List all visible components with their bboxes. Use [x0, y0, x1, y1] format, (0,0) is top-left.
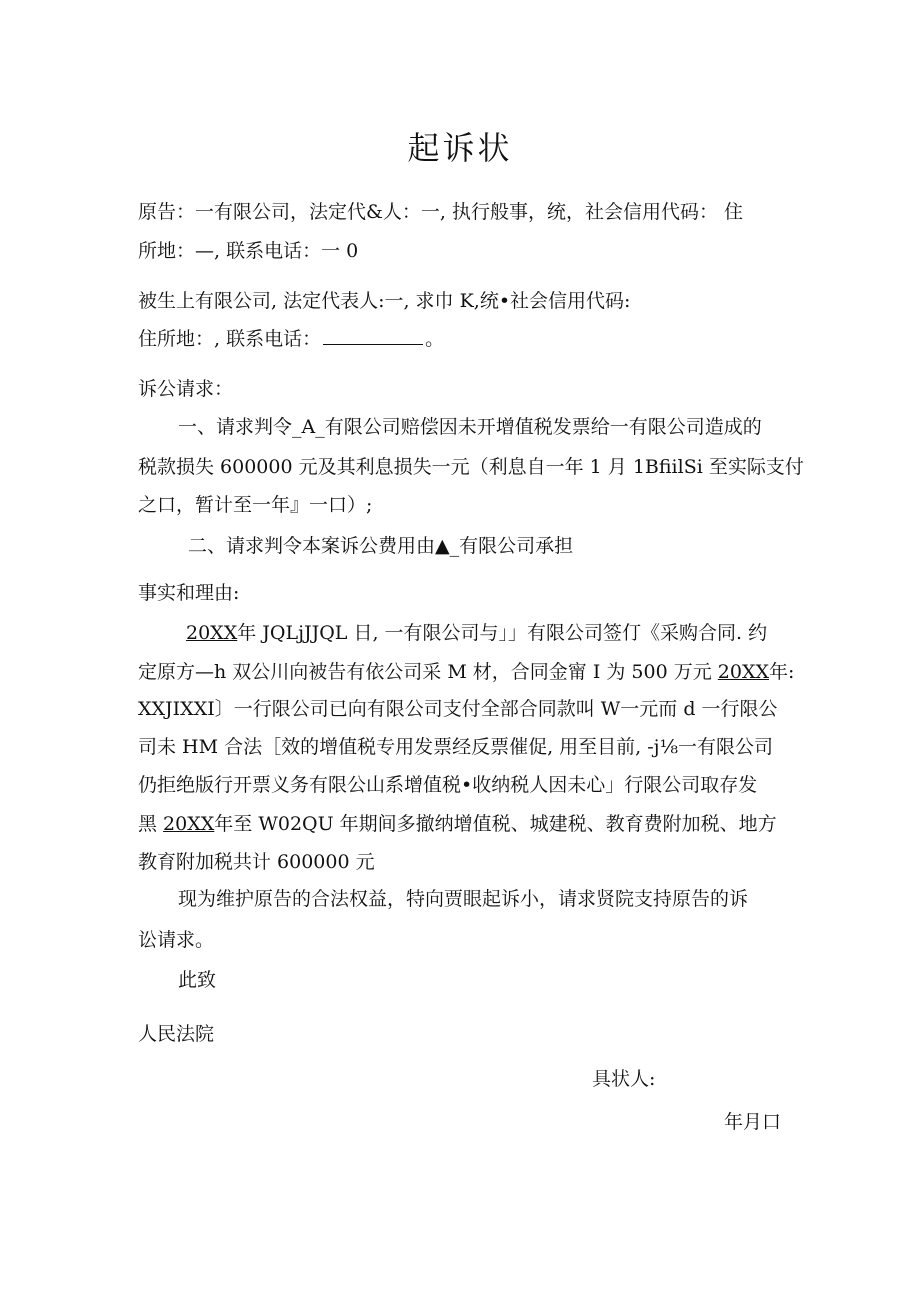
closing-line-2: 讼请求。: [138, 929, 215, 951]
plaintiff-line-2: 所地：—, 联系电话：一 0: [138, 240, 359, 262]
facts-line-6-text: 年至 W02QU 年期间多撤纳增值税、城建税、教育费附加税、地方: [214, 813, 777, 835]
facts-line-3: XXJIXXI〕一行限公司已向有限公司支付全部合同款叫 W一元而 d 一行限公: [138, 698, 778, 720]
document-title: 起诉状: [407, 129, 513, 167]
date-line: 年月口: [724, 1111, 782, 1133]
claim-1-line-1: 一、请求判令_A_有限公司赔偿因未开增值税发票给一有限公司造成的: [178, 416, 762, 438]
facts-line-2-text: 定原方—h 双公川向被告有依公司采 M 材，合同金甯 I 为 500 万元: [138, 661, 718, 683]
facts-line-1-text: 年 JQLjJJQL 日, 一有限公司与」」有限公司签仃《采购合同. 约: [237, 622, 768, 644]
claim-1-line-2: 税款损失 600000 元及其利息损失一元（利息自一年 1 月 1BfiilSi 至实际支付: [138, 456, 804, 478]
facts-line-2-end: 年:: [769, 661, 795, 683]
salutation: 此致: [178, 969, 217, 991]
facts-line-6: [138, 812, 777, 836]
claim-2: 二、请求判令本案诉公费用由▲_有限公司承担: [188, 535, 574, 557]
defendant-line-2: [138, 327, 444, 351]
facts-line-1: [186, 621, 767, 645]
plaintiff-line-1: 原告：一有限公司，法定代&人：一, 执行般事，统，社会信用代码： 住: [138, 201, 744, 223]
facts-line-5: 仍拒绝版行开票义务有限公山系增值税•收纳税人因未心」行限公司取存发: [138, 774, 758, 796]
facts-line-4: 司未 HM 合法［效的增值税专用发票经反票催促, 用至目前, -j⅛一有限公司: [138, 736, 773, 758]
court-name: 人民法院: [138, 1023, 215, 1045]
phone-blank: [323, 330, 423, 345]
defendant-line-1: 被生上有限公司, 法定代表人:一, 求巾 K,统•社会信用代码:: [138, 290, 631, 312]
closing-line-1: 现为维护原告的合法权益，特向贾眼起诉小，请求贤院支持原告的诉: [178, 888, 749, 910]
claim-1-line-3: 之口，暂计至一年』一口）;: [138, 494, 373, 516]
claims-heading: 诉公请求：: [138, 378, 234, 400]
facts-year: 20XX: [717, 661, 770, 683]
defendant-line-end: 。: [425, 328, 445, 350]
facts-year: 20XX: [163, 813, 215, 835]
facts-line-6-start: 黑: [138, 813, 164, 835]
defendant-address-label: 住所地：, 联系电话：: [138, 328, 322, 350]
facts-heading: 事实和理由:: [138, 582, 240, 604]
signer-label: 具状人:: [592, 1068, 656, 1090]
facts-line-2: [138, 660, 794, 684]
facts-line-7: 教育附加税共计 600000 元: [138, 851, 375, 873]
facts-year: 20XX: [186, 622, 238, 644]
